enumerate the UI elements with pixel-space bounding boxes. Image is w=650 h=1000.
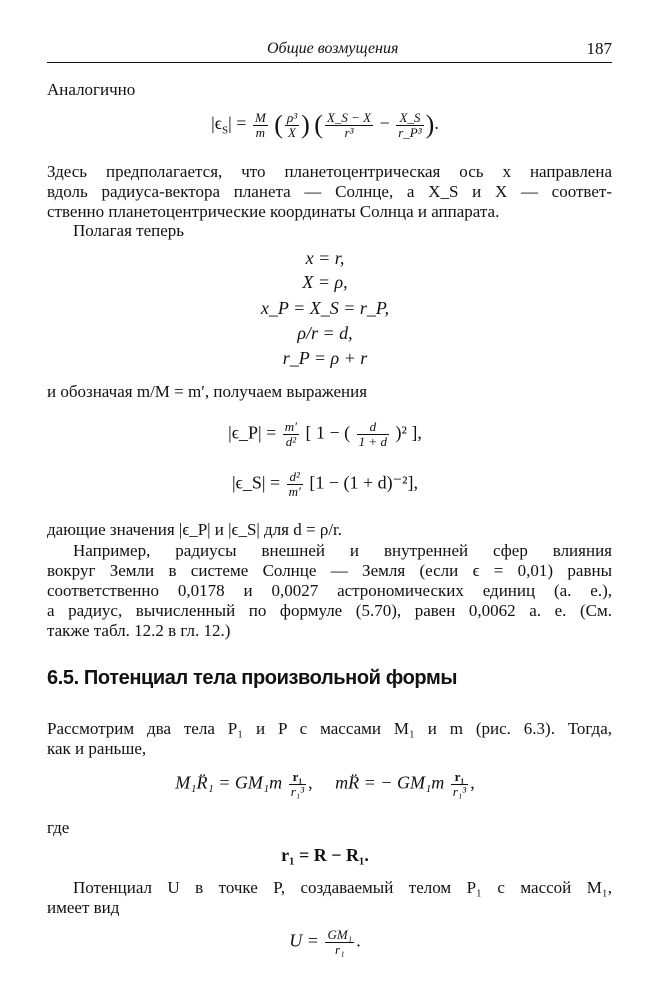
eqs-fraction-d2-m: $\frac{\text{d²}}{m'}$: [288, 469, 301, 499]
equation-x-rho: X = ρ,: [302, 272, 348, 292]
para9-line-1: Потенциал U в точке P, создаваемый телом P₁ с массой M₁,: [73, 878, 612, 897]
para9-line-2: имеет вид: [47, 898, 120, 917]
text-oboznachaya: и обозначая m/M = m′, получаем выражения: [47, 382, 368, 401]
para2-line-2: вдоль радиуса-вектора планета — Солнце, а X_S и X — соответ-: [47, 182, 612, 201]
eq1-fraction-xs-x: $\frac{X\_S - X}{\text{r³}}$: [326, 109, 372, 140]
running-header: [47, 38, 612, 63]
eq1-fraction-rho: $\frac{\text{ρ³}}{X}$: [286, 109, 298, 140]
eq7-fraction-b: $\frac{\text{r₁}}{\text{r₁³}}$: [452, 769, 467, 799]
equation-eps-s-1: $|\epsilon_S|$ = $\frac{M}{m}$ ( $\frac{\text{ρ³}}{X}$ ) ( $\frac{X\_S - X}{\text{r³}}$ − $\frac{X\_S}{\text{r\_P³}}$ ).: [211, 109, 439, 140]
para6-line-4: а радиус, вычисленный по формуле (5.70), равен 0,0062 а. е. (См.: [47, 601, 612, 620]
equation-motion: M₁R̈₁ = $GM_1m \frac{\text{r₁}}{\text{r₁³}}$ , mR̈ = − $GM_1m \frac{\text{r₁}}{\text{r₁³}}$ ,: [175, 769, 475, 799]
para7-line-1: Рассмотрим два тела P₁ и P с массами M₁ и m (рис. 6.3). Тогда,: [47, 719, 612, 738]
equation-rp-rho-r: r_P = ρ + r: [282, 348, 368, 368]
para6-line-3: соответственно 0,0178 и 0,0027 астрономических единиц (а. е.),: [47, 581, 612, 600]
section-heading: 6.5. Потенциал тела произвольной формы: [47, 667, 458, 689]
para7-line-2: как и раньше,: [47, 739, 147, 758]
equation-r1: r₁ = R − R₁.: [281, 845, 369, 865]
eq1-lhs: $|\epsilon_S|$ =: [211, 113, 247, 137]
para6-line-2: вокруг Земли в системе Солнце — Земля (если ϵ = 0,01) равны: [47, 561, 612, 580]
text-gde: где: [47, 818, 70, 837]
para2-line-3: ственно планетоцентрические координаты Солнца и аппарата.: [47, 202, 500, 221]
eq9-fraction: $\frac{\text{GM₁}}{\text{r₁}}$: [327, 927, 353, 957]
eqp-fraction-m-d2: $\frac{m'}{\text{d²}}$: [284, 419, 298, 449]
eqp-fraction-d: $\frac{d}{1 + d}$: [358, 419, 387, 449]
text-analogichno: Аналогично: [47, 80, 136, 99]
equation-potential: U = $\frac{\text{GM₁}}{\text{r₁}}$ .: [289, 927, 361, 957]
page-number: 187: [586, 39, 612, 58]
equation-rho-r-d: ρ/r = d,: [297, 323, 353, 343]
text-polagaya: Полагая теперь: [73, 221, 185, 240]
equation-eps-s-2: |ϵ_S| = $\frac{\text{d²}}{m'}$ [1 − (1 + d)⁻²],: [231, 469, 419, 499]
para6-line-5: также табл. 12.2 в гл. 12.): [47, 621, 231, 640]
equation-x-r: x = r,: [305, 248, 345, 268]
eq1-fraction-m: $\frac{M}{m}$: [254, 109, 266, 140]
equation-eps-p: |ϵ_P| = $\frac{m'}{\text{d²}}$ [ 1 − ( $\frac{d}{1 + d}$ )² ],: [228, 419, 422, 449]
eq1-fraction-xs-rp: $\frac{X\_S}{\text{r\_P³}}$: [398, 109, 422, 140]
equation-xp-xs-rp: x_P = X_S = r_P,: [260, 298, 390, 318]
text-dayushchie: дающие значения |ϵ_P| и |ϵ_S| для d = ρ/r.: [47, 520, 343, 539]
eq7-fraction-a: $\frac{\text{r₁}}{\text{r₁³}}$: [290, 769, 305, 799]
para2-line-1: Здесь предполагается, что планетоцентрическая ось x направлена: [47, 162, 612, 181]
para6-line-1: Например, радиусы внешней и внутренней сфер влияния: [73, 541, 612, 560]
running-title: Общие возмущения: [267, 40, 399, 57]
